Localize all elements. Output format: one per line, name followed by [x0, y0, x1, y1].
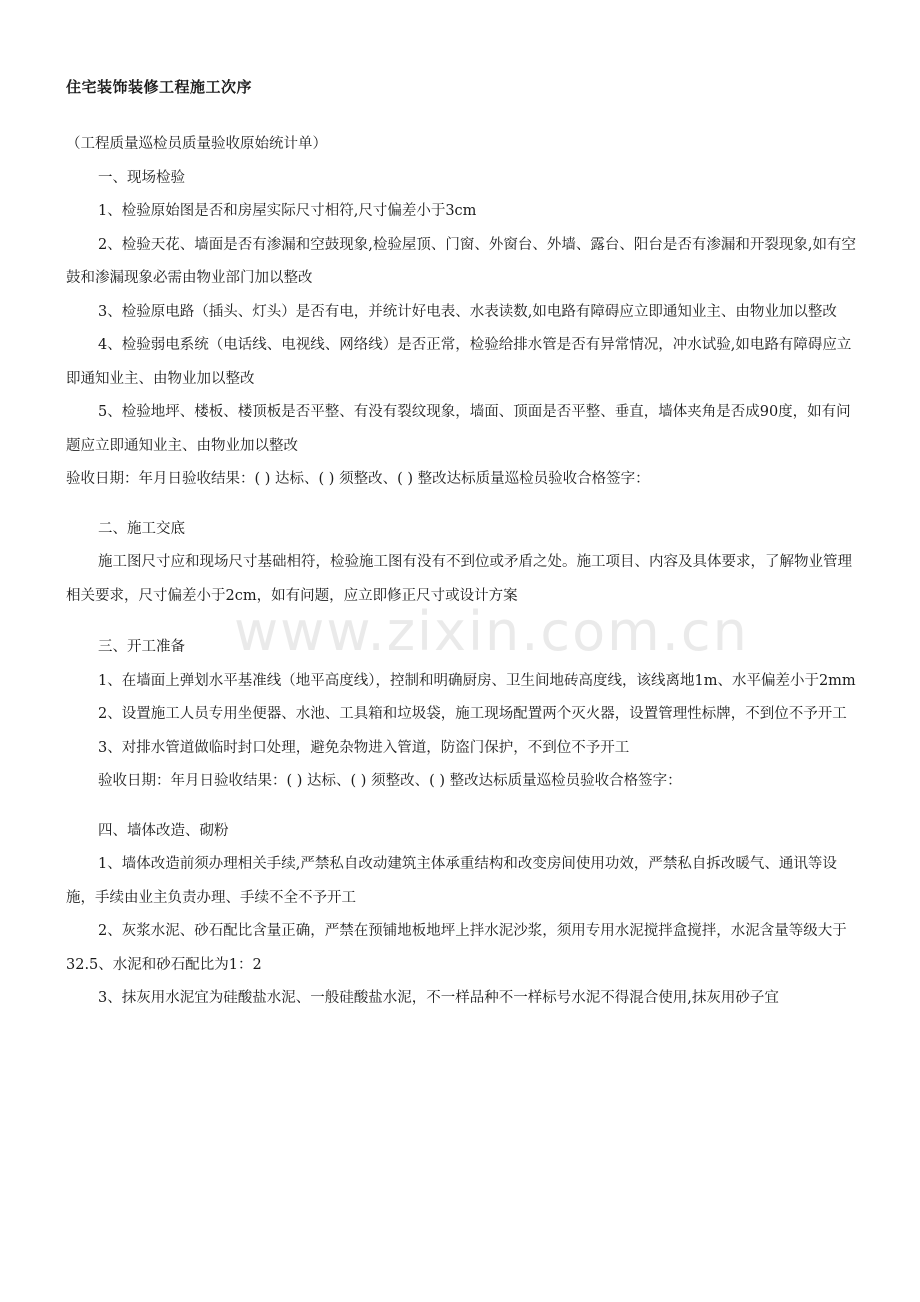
paragraph: 2、设置施工人员专用坐便器、水池、工具箱和垃圾袋，施工现场配置两个灭火器，设置管理性标牌，不到位不予开工	[98, 706, 847, 722]
spacer	[66, 497, 862, 513]
section-heading-construction-briefing: 二、施工交底	[98, 520, 185, 537]
paragraph: 5、检验地坪、楼板、楼顶板是否平整、有没有裂纹现象，墙面、顶面是否平整、垂直，墙体夹角是否成90度，如有问题应立即通知业主、由物业加以整改	[66, 404, 851, 454]
section-heading-site-inspection: 一、现场检验	[98, 169, 185, 186]
document-body	[66, 128, 862, 1016]
watermark: www.zixin.com.cn	[234, 600, 749, 663]
document-subtitle: （工程质量巡检员质量验收原始统计单）	[66, 136, 327, 152]
paragraph: 1、在墙面上弹划水平基准线（地平高度线），控制和明确厨房、卫生间地砖高度线，该线离地1m、水平偏差小于2mm	[98, 672, 856, 689]
paragraph: 4、检验弱电系统（电话线、电视线、网络线）是否正常，检验给排水管是否有异常情况，冲水试验,如电路有障碍应立即通知业主、由物业加以整改	[66, 337, 852, 387]
paragraph: 3、检验原电路（插头、灯头）是否有电，并统计好电表、水表读数,如电路有障碍应立即通知业主、由物业加以整改	[98, 303, 837, 320]
paragraph: 施工图尺寸应和现场尺寸基础相符，检验施工图有没有不到位或矛盾之处。施工项目、内容及具体要求，了解物业管理相关要求，尺寸偏差小于2cm，如有问题，应立即修正尺寸或设计方案	[66, 554, 852, 604]
section-heading-start-preparation: 三、开工准备	[98, 639, 185, 655]
acceptance-line: 验收日期：年月日验收结果：( ) 达标、( ) 须整改、( ) 整改达标质量巡检员验收合格签字：	[66, 471, 650, 487]
paragraph: 2、检验天花、墙面是否有渗漏和空鼓现象,检验屋顶、门窗、外窗台、外墙、露台、阳台是否有渗漏和开裂现象,如有空鼓和渗漏现象必需由物业部门加以整改	[66, 236, 856, 286]
acceptance-line: 验收日期：年月日验收结果：( ) 达标、( ) 须整改、( ) 整改达标质量巡检员验收合格签字：	[98, 773, 682, 789]
paragraph: 3、对排水管道做临时封口处理，避免杂物进入管道，防盗门保护，不到位不予开工	[98, 739, 630, 756]
section-heading-wall-renovation: 四、墙体改造、砌粉	[98, 822, 229, 839]
spacer	[66, 613, 862, 631]
paragraph: 2、灰浆水泥、砂石配比含量正确，严禁在预铺地板地坪上拌水泥沙浆，须用专用水泥搅拌盒搅拌，水泥含量等级大于32.5、水泥和砂石配比为1：2	[66, 923, 847, 973]
spacer	[66, 799, 862, 815]
document-title: 住宅装饰装修工程施工次序	[66, 78, 253, 96]
paragraph: 1、墙体改造前须办理相关手续,严禁私自改动建筑主体承重结构和改变房间使用功效，严禁私自拆改暖气、通讯等设施，手续由业主负责办理、手续不全不予开工	[66, 856, 837, 906]
paragraph: 3、抹灰用水泥宜为硅酸盐水泥、一般硅酸盐水泥，不一样品种不一样标号水泥不得混合使用,抹灰用砂子宜	[98, 990, 779, 1006]
paragraph: 1、检验原始图是否和房屋实际尺寸相符,尺寸偏差小于3cm	[98, 203, 477, 219]
